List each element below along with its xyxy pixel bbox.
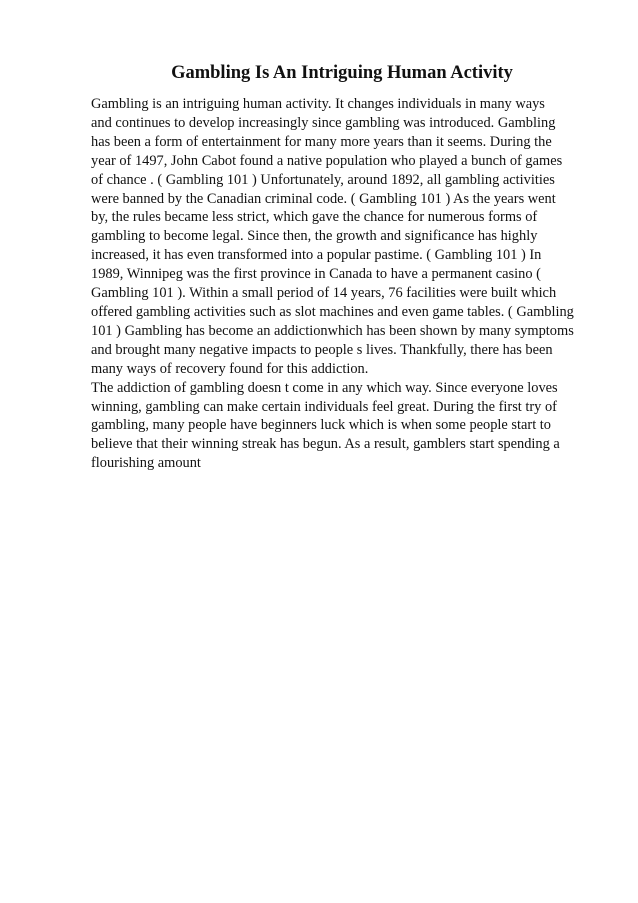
text-line-3: has been a form of entertainment for many more years than it seems. During the [91,133,552,150]
text-line-13: 101 ) Gambling has become an addictionwhich has been shown by many symptoms [91,322,574,339]
text-line-14: and brought many negative impacts to people s lives. Thankfully, there has been [91,341,553,358]
text-line-7: by, the rules became less strict, which gave the chance for numerous forms of [91,209,538,226]
text-line-10: 1989, Winnipeg was the first province in Canada to have a permanent casino ( [91,266,541,283]
text-line-2: and continues to develop increasingly since gambling was introduced. Gambling [91,114,556,131]
document-title: Gambling Is An Intriguing Human Activity [171,63,513,83]
text-line-5: of chance . ( Gambling 101 ) Unfortunately, around 1892, all gambling activities [91,171,555,188]
text-line-17: winning, gambling can make certain individuals feel great. During the first try of [91,398,557,415]
text-line-9: increased, it has even transformed into a popular pastime. ( Gambling 101 ) In [91,247,542,264]
text-line-20: flourishing amount [91,455,201,472]
text-line-6: were banned by the Canadian criminal code. ( Gambling 101 ) As the years went [91,190,556,207]
text-line-8: gambling to become legal. Since then, the growth and significance has highly [91,228,538,245]
document-body [91,95,591,473]
text-line-11: Gambling 101 ). Within a small period of 14 years, 76 facilities were built which [91,285,557,302]
text-line-4: year of 1497, John Cabot found a native population who played a bunch of games [91,152,563,169]
text-line-19: believe that their winning streak has begun. As a result, gamblers start spending a [91,436,560,453]
text-line-15: many ways of recovery found for this addiction. [91,360,369,377]
text-line-12: offered gambling activities such as slot machines and even game tables. ( Gambling [91,303,574,320]
text-line-1: Gambling is an intriguing human activity. It changes individuals in many ways [91,96,545,112]
text-line-16: The addiction of gambling doesn t come in any which way. Since everyone loves [91,379,558,396]
text-line-18: gambling, many people have beginners luck which is when some people start to [91,417,551,434]
